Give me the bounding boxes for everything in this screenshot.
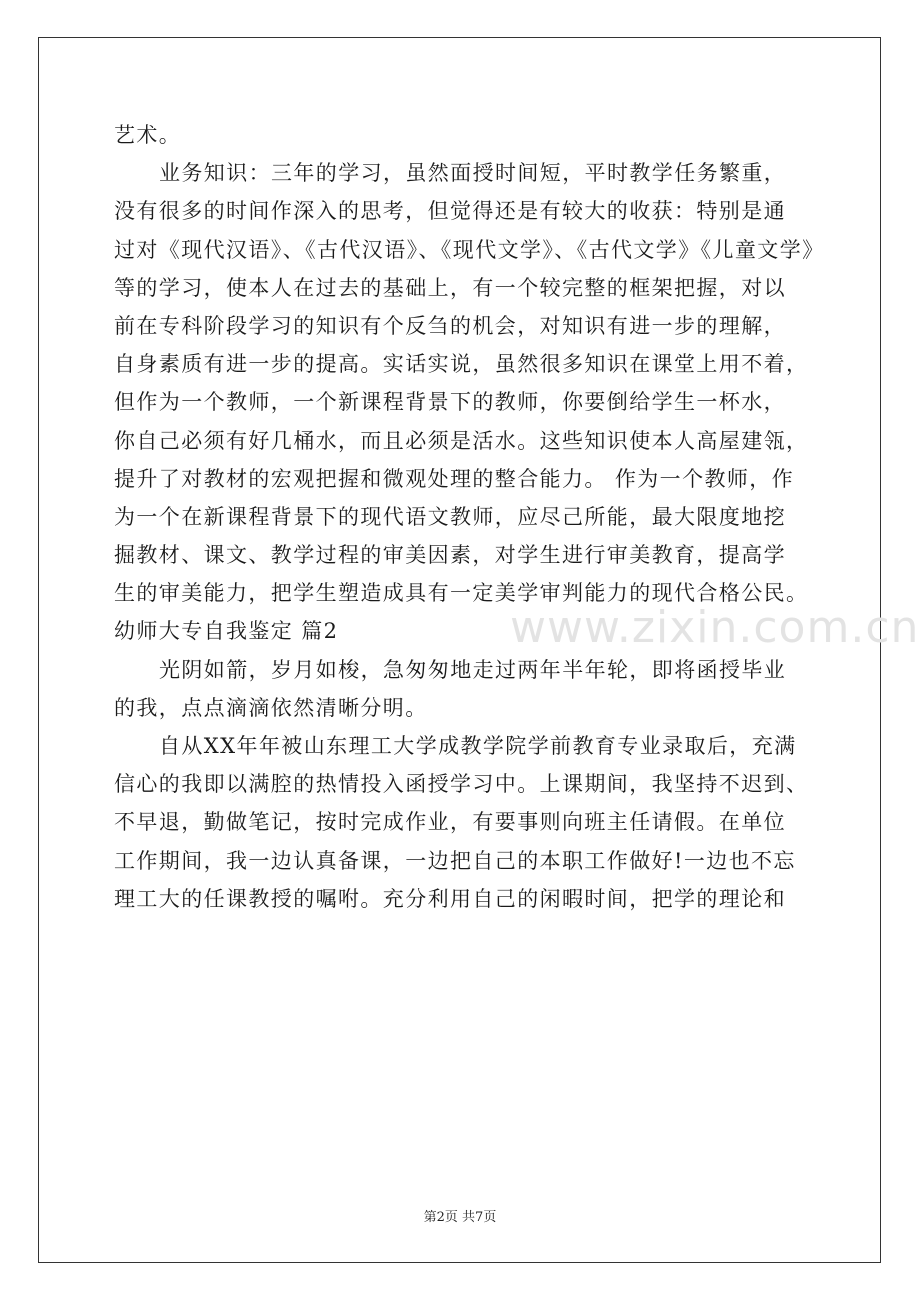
text-line: 提升了对教材的宏观把握和微观处理的整合能力。 作为一个教师，作	[114, 466, 795, 491]
text-line: 前在专科阶段学习的知识有个反刍的机会，对知识有进一步的理解，	[114, 313, 786, 338]
text-line: 信心的我即以满腔的热情投入函授学习中。上课期间，我坚持不迟到、	[114, 772, 809, 797]
text-line: 工作期间，我一边认真备课，一边把自己的本职工作做好!一边也不忘	[114, 848, 796, 873]
text-line: 业务知识：三年的学习，虽然面授时间短，平时教学任务繁重，	[159, 161, 787, 186]
text-line: 为一个在新课程背景下的现代语文教师，应尽己所能，最大限度地挖	[114, 504, 786, 529]
text-line: 你自己必须有好几桶水，而且必须是活水。这些知识使本人高屋建瓴，	[114, 428, 809, 453]
text-line: 光阴如箭，岁月如梭，急匆匆地走过两年半年轮，即将函授毕业	[159, 657, 787, 682]
text-line: 过对《现代汉语》、《古代汉语》、《现代文学》、《古代文学》《儿童文学》	[114, 237, 825, 262]
text-line: 理工大的任课教授的嘱咐。充分利用自己的闲暇时间，把学的理论和	[114, 886, 786, 911]
text-line: 但作为一个教师，一个新课程背景下的教师，你要倒给学生一杯水，	[114, 390, 786, 415]
text-line: 艺术。	[114, 123, 182, 147]
text-line: 的我，点点滴滴依然清晰分明。	[114, 695, 428, 720]
page-number: 第2页 共7页	[423, 1210, 497, 1225]
text-line: 生的审美能力，把学生塑造成具有一定美学审判能力的现代合格公民。	[114, 581, 809, 606]
text-line: 不早退，勤做笔记，按时完成作业，有要事则向班主任请假。在单位	[114, 810, 786, 835]
text-line: 掘教材、课文、教学过程的审美因素，对学生进行审美教育，提高学	[114, 543, 786, 568]
section-heading: 幼师大专自我鉴定 篇2	[114, 619, 339, 644]
watermark: www.zixin.com.cn	[510, 602, 920, 653]
text-line: 没有很多的时间作深入的思考，但觉得还是有较大的收获：特别是通	[114, 199, 786, 224]
document-body	[114, 116, 825, 918]
text-line: 自从XX年年被山东理工大学成教学院学前教育专业录取后，充满	[159, 734, 797, 758]
text-line: 自身素质有进一步的提高。实话实说，虽然很多知识在课堂上用不着，	[114, 352, 809, 377]
text-line: 等的学习，使本人在过去的基础上，有一个较完整的框架把握，对以	[114, 275, 786, 300]
